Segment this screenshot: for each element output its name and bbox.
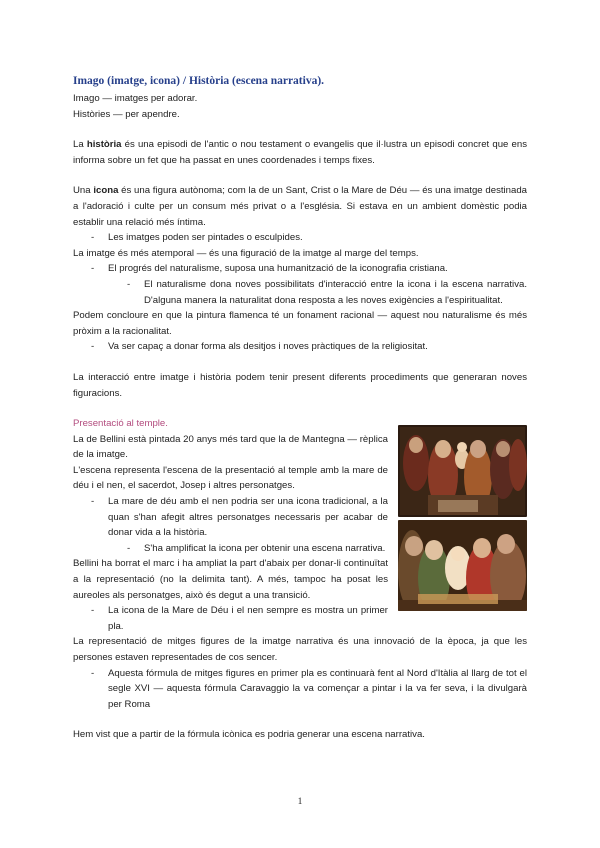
bullet-item: - Va ser capaç a donar forma als desitjos i noves pràctiques de la religiositat.: [91, 341, 428, 353]
page-content: [73, 73, 527, 743]
bellini-paragraph: La de Bellini està pintada 20 anys més tard que la de Mantegna — rèplica de la imatge.: [73, 433, 388, 461]
icona-term: icona: [93, 185, 119, 197]
historia-paragraph: La història és una episodi de l'antic o nou testament o evangelis que il·lustra un episodi concret que ens informa sobre un fet que ha passat en unes coordenades i temps fixes.: [73, 139, 527, 166]
painting-mantegna-image: [398, 425, 527, 517]
section-heading: Presentació al temple.: [73, 418, 168, 430]
section-text-column: [73, 432, 388, 635]
historia-term: història: [86, 139, 122, 151]
icona-paragraph: Una icona és una figura autònoma; com la de un Sant, Crist o la Mare de Déu — és una imatge destinada a l'adoració i culte per un consum més privat o a l'església. Si estava en un ambient domèstic podia establir una relació més íntima.: [73, 185, 528, 228]
bullet-item: - Aquesta fórmula de mitges figures en primer pla es continuarà fent al Nord d'Itàlia al llarg de tot el segle XVI — aquesta fórmula Caravaggio la va començar a pintar i la va fer seva, i la divulgarà per Roma: [91, 667, 527, 710]
atemporal-paragraph: La imatge és més atemporal — és una figuració de la imatge al marge del temps.: [73, 247, 419, 259]
mitges-figures-paragraph: La representació de mitges figures de la imatge narrativa és una innovació de la època, ja que les persones estaven representades de cos sencer.: [73, 636, 527, 663]
bullet-item: - El progrés del naturalisme, suposa una humanització de la iconografia cristiana.: [91, 263, 448, 275]
interaccio-paragraph: La interacció entre imatge i història podem tenir present diferents procediments que generaran noves figuracions.: [73, 371, 527, 399]
bullet-item: - La mare de déu amb el nen podria ser una icona tradicional, a la quan s'han afegit altres personatges necessaris per acabar de donar vida a la història.: [91, 496, 388, 539]
presentation-section: [73, 432, 527, 635]
sub-bullet-item: - El naturalisme dona noves possibilitats d'interacció entre la icona i la escena narrativa. D'alguna manera la naturalitat dona resposta a les noves exigències a l'espiritualitat.: [127, 278, 527, 306]
page-number: 1: [297, 797, 303, 807]
sub-bullet-item: - S'ha amplificat la icona per obtenir una escena narrativa.: [127, 542, 386, 554]
painting-bellini-image: [398, 520, 527, 611]
bullet-item: - La icona de la Mare de Déu i el nen sempre es mostra un primer pla.: [91, 605, 388, 632]
document-title: Imago (imatge, icona) / Història (escena narrativa).: [73, 75, 325, 87]
concloure-paragraph: Podem concloure en que la pintura flamenca té un fonament racional — aquest nou naturalisme és més pròxim a la racionalitat.: [73, 310, 527, 337]
conclusion-paragraph: Hem vist que a partir de la fórmula icònica es podria generar una escena narrativa.: [73, 729, 425, 741]
intro-histories: Històries — per apendre.: [73, 108, 180, 120]
painting-mantegna-illustration: [398, 425, 527, 517]
escena-paragraph: L'escena representa l'escena de la presentació al temple amb la mare de déu i el nen, el sacerdot, Josep i altres personatges.: [73, 464, 388, 492]
marc-paragraph: Bellini ha borrat el marc i ha ampliat la part d'abaix per donar-li continuïtat a la representació (no la delimita tant). A més, tampoc ha posat les aureoles als personatges, això és degut a una transició.: [73, 558, 388, 601]
intro-imago: Imago — imatges per adorar.: [73, 93, 198, 104]
painting-bellini-illustration: [398, 520, 527, 611]
bullet-item: - Les imatges poden ser pintades o esculpides.: [91, 232, 303, 244]
